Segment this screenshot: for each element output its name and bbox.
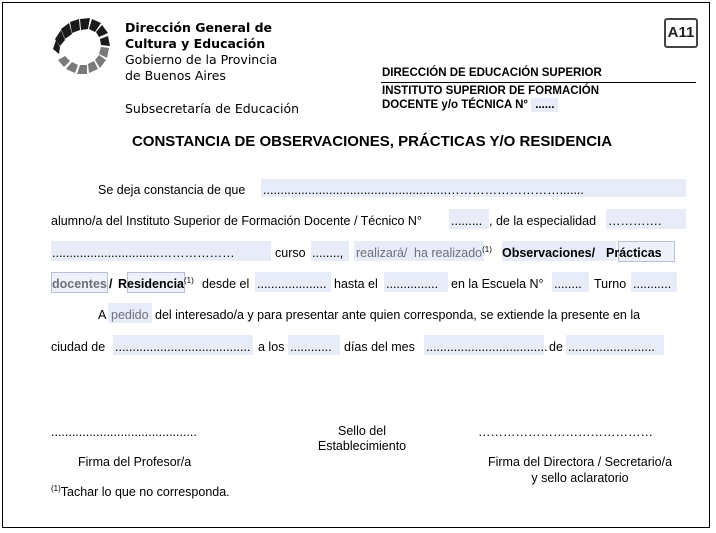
de-label: de xyxy=(549,340,563,354)
instituto-line-1: INSTITUTO SUPERIOR DE FORMACIÓN xyxy=(382,85,600,97)
observaciones-text: Observaciones/ xyxy=(502,246,596,260)
header-divider xyxy=(381,82,696,83)
especialidad-label: , de la especialidad xyxy=(489,214,597,228)
ciudad-label: ciudad de xyxy=(51,340,106,354)
pedido-text: pedido xyxy=(111,308,149,322)
profesor-signature-label: Firma del Profesor/a xyxy=(78,455,192,469)
document-title: CONSTANCIA DE OBSERVACIONES, PRÁCTICAS Y/O RESIDENCIA xyxy=(131,133,613,150)
curso-label: curso xyxy=(275,246,306,260)
org-name-line-2: Cultura y Educación xyxy=(125,36,266,51)
footnote-marker: (1) xyxy=(51,484,61,493)
residencia-label: Residencia xyxy=(118,277,185,291)
org-name-line-4: de Buenos Aires xyxy=(125,68,226,83)
turno-dots: ........... xyxy=(633,277,672,291)
hasta-label: hasta el xyxy=(334,277,378,291)
form-code-badge: A11 xyxy=(664,18,698,48)
body-line-5-a: A xyxy=(98,308,107,322)
turno-label: Turno xyxy=(594,277,627,291)
dias-del-mes-label: días del mes xyxy=(344,340,415,354)
instituto-number-field[interactable] xyxy=(531,98,558,112)
director-signature-label-1: Firma del Directora / Secretario/a xyxy=(487,455,673,469)
docentes-text: docentes xyxy=(52,277,107,291)
dias-dots: ............ xyxy=(290,340,332,354)
especialidad-continuation-dots: ...............................……………… xyxy=(52,246,235,260)
direccion-label: DIRECCIÓN DE EDUCACIÓN SUPERIOR xyxy=(382,67,602,79)
sello-label-line-1: Sello del xyxy=(338,424,386,438)
instituto-label: DOCENTE y/o TÉCNICA N° xyxy=(382,99,529,111)
realizara-text: realizará/ xyxy=(356,246,408,260)
subsecretaria-label: Subsecretaría de Educación xyxy=(125,101,300,116)
ha-realizado-text xyxy=(414,245,492,261)
residencia-text xyxy=(118,276,194,292)
footnote xyxy=(51,484,230,500)
footnote-ref-1: (1) xyxy=(482,245,492,254)
sello-label-line-2: Establecimiento xyxy=(317,439,407,453)
mes-dots: ................................... xyxy=(426,340,548,354)
escuela-label: en la Escuela N° xyxy=(451,277,544,291)
student-name-dots: .....................................................………………………....... xyxy=(263,183,584,197)
director-signature-line: …………………………………… xyxy=(478,425,653,439)
year-dots: ......................... xyxy=(568,340,655,354)
footnote-text: Tachar lo que no corresponda. xyxy=(60,485,230,499)
docentes-slash: / xyxy=(109,277,113,291)
institute-number-dots: ......... xyxy=(451,214,483,228)
dgce-logo xyxy=(50,15,114,77)
body-line-2-text: alumno/a del Instituto Superior de Formación Docente / Técnico N° xyxy=(51,214,422,228)
body-line-1-text: Se deja constancia de que xyxy=(98,183,246,197)
curso-dots: ........, xyxy=(312,246,344,260)
org-name-line-1: Dirección General de xyxy=(125,20,273,35)
desde-label: desde el xyxy=(202,277,250,291)
director-signature-label-2: y sello aclaratorio xyxy=(531,471,629,485)
instituto-number-dots: ...... xyxy=(535,99,555,111)
desde-date-dots: .................... xyxy=(257,277,327,291)
instituto-line-2 xyxy=(382,98,558,112)
ciudad-dots: ....................................... xyxy=(115,340,251,354)
a-los-label: a los xyxy=(258,340,285,354)
practicas-text: Prácticas xyxy=(606,246,662,260)
especialidad-dots: …………. xyxy=(608,214,662,228)
footnote-ref-2: (1) xyxy=(184,276,194,285)
org-name-line-3: Gobierno de la Provincia xyxy=(125,52,278,67)
hasta-date-dots: ............... xyxy=(386,277,439,291)
body-line-5-b: del interesado/a y para presentar ante quien corresponda, se extiende la presente en la xyxy=(155,308,641,322)
profesor-signature-line: .......................................... xyxy=(51,425,197,439)
escuela-number-dots: ........ xyxy=(554,277,582,291)
ha-realizado-label: ha realizado xyxy=(414,246,483,260)
